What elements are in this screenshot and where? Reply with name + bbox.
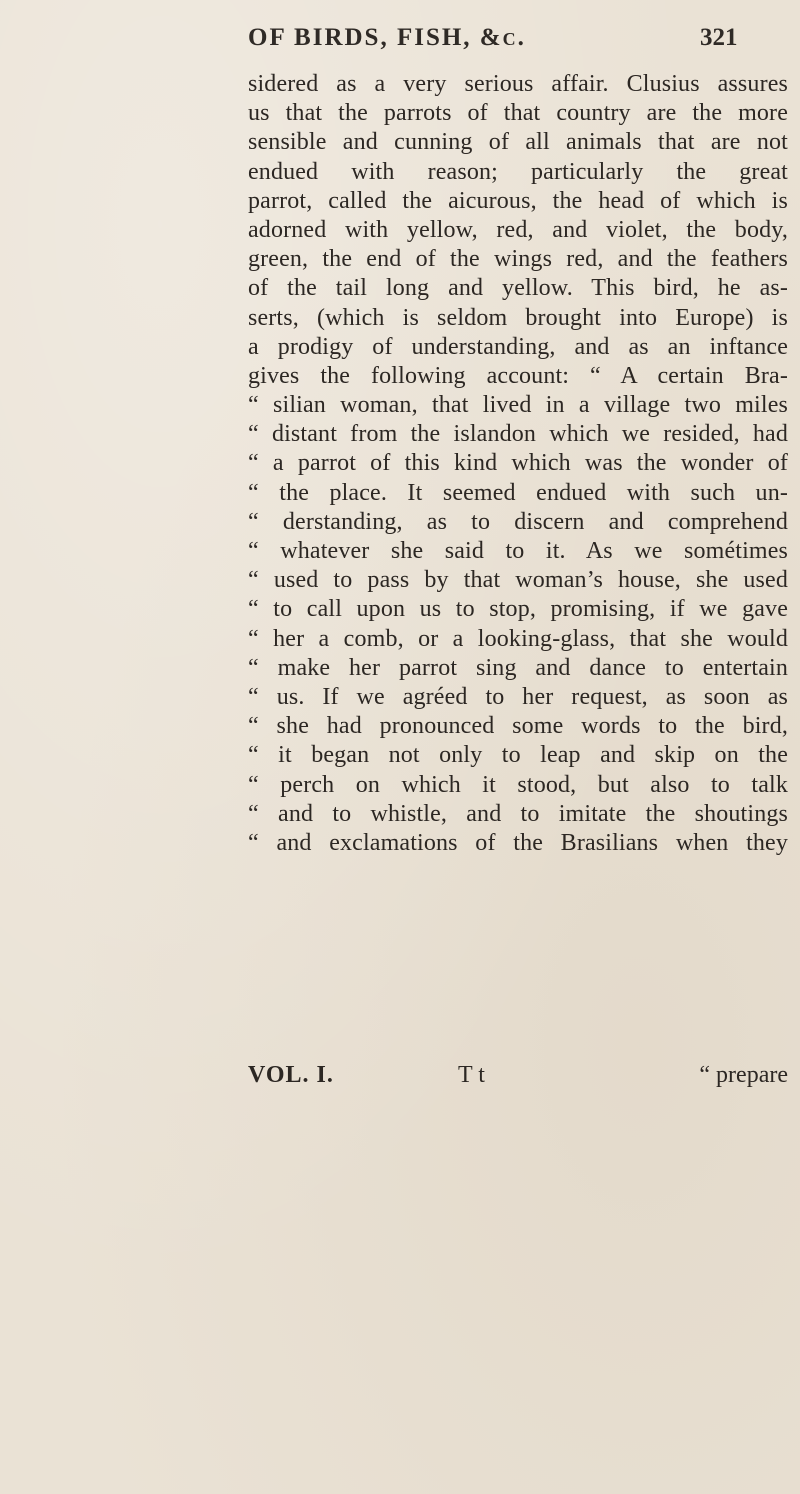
text-line: “ she had pronounced some words to the bird, [248,713,788,740]
running-head-title: OF BIRDS, FISH, &c. [248,24,526,51]
page-footer [248,1062,788,1094]
text-line: “ her a comb, or a looking-glass, that she would [248,625,788,652]
text-line: “ the place. It seemed endued with such un- [248,479,788,506]
text-line: “ make her parrot sing and dance to entertain [248,654,788,681]
text-line: “ and exclamations of the Brasilians when they [248,829,788,856]
text-line: sidered as a very serious affair. Clusius assures [248,71,788,97]
catchword: “ prepare [699,1062,788,1088]
text-line: gives the following account: “ A certain Bra- [248,362,788,389]
text-line: “ a parrot of this kind which was the wonder of [248,450,788,477]
text-line: “ to call upon us to stop, promising, if we gave [248,596,788,623]
text-line: “ distant from the islandon which we resided, had [248,421,788,448]
text-line: “ whatever she said to it. As we sométimes [248,538,788,564]
text-line: “ silian woman, that lived in a village two miles [248,392,788,419]
text-line: a prodigy of understanding, and as an inftance [248,333,788,360]
running-head [0,24,800,64]
text-line: serts, (which is seldom brought into Europe) is [248,304,788,331]
body-text [248,70,788,858]
text-line: sensible and cunning of all animals that are not [248,129,788,156]
page-number: 321 [700,24,738,51]
text-line: “ and to whistle, and to imitate the shoutings [248,800,788,827]
text-line: parrot, called the aicurous, the head of which is [248,187,788,214]
text-line: “ us. If we agréed to her request, as soon as [248,683,788,710]
text-line: endued with reason; particularly the great [248,158,788,185]
text-line: “ it began not only to leap and skip on the [248,742,788,769]
text-line: of the tail long and yellow. This bird, he as- [248,275,788,302]
text-line: green, the end of the wings red, and the feathers [248,246,788,273]
text-line: “ derstanding, as to discern and comprehend [248,508,788,535]
text-line: adorned with yellow, red, and violet, the body, [248,216,788,243]
text-line: “ perch on which it stood, but also to talk [248,771,788,798]
signature-mark: T t [458,1062,485,1088]
text-line: us that the parrots of that country are the more [248,100,788,127]
volume-signature: VOL. I. [248,1062,334,1088]
text-line: “ used to pass by that woman’s house, she used [248,567,788,594]
